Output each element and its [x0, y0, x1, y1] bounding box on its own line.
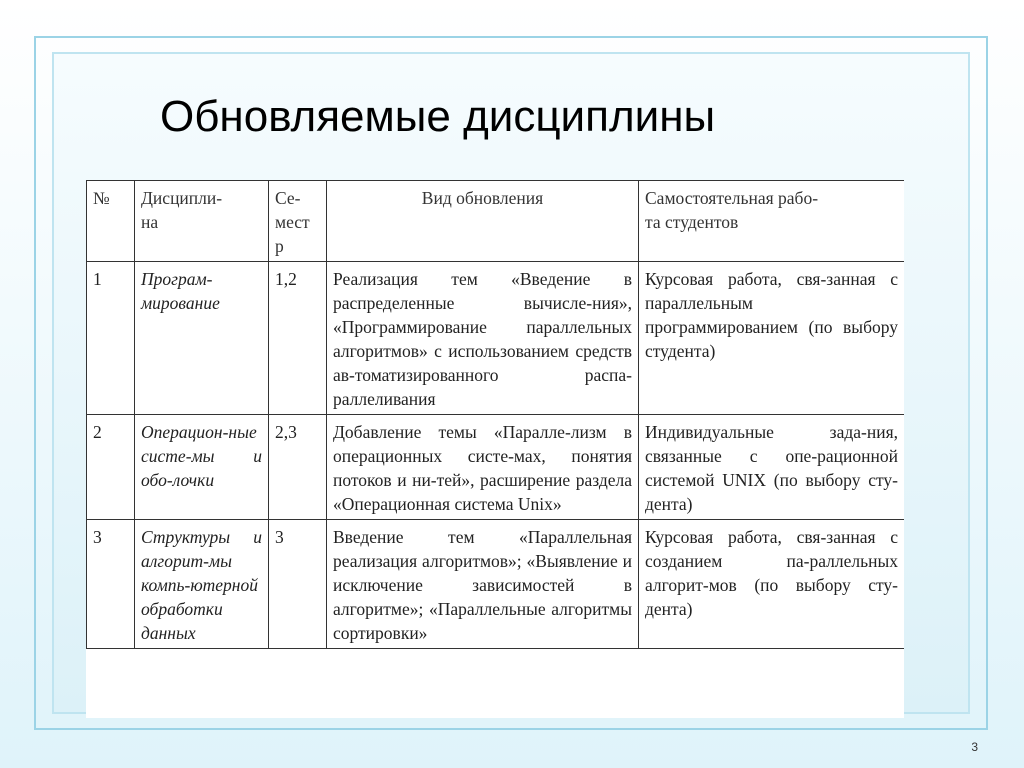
row-self-work: Индивидуальные зада-ния, связанные с опе-рационной системой UNIX (по выбору сту-дента)	[639, 415, 905, 520]
header-discipline: Дисципли- на	[135, 181, 269, 262]
table-row	[87, 415, 905, 520]
row-update: Реализация тем «Введение в распределенные вычисле-ния», «Программирование параллельных алгоритмов» с использованием средств ав-томатизированного распа-раллеливания	[327, 262, 639, 415]
header-self-work: Самостоятельная рабо- та студентов	[639, 181, 905, 262]
row-discipline: Програм- мирование	[135, 262, 269, 415]
slide-title: Обновляемые дисциплины	[160, 92, 716, 141]
page-number: 3	[971, 740, 978, 754]
row-discipline: Структуры и алгорит-мы компь-ютерной обработки данных	[135, 520, 269, 649]
table-row	[87, 262, 905, 415]
header-semester: Се- мест р	[269, 181, 327, 262]
disciplines-table	[86, 180, 904, 649]
row-semester: 3	[269, 520, 327, 649]
row-update: Добавление темы «Паралле-лизм в операционных систе-мах, понятия потоков и ни-тей», расширение раздела «Операционная система Unix»	[327, 415, 639, 520]
row-semester: 1,2	[269, 262, 327, 415]
row-self-work: Курсовая работа, свя-занная с параллельным программированием (по выбору студента)	[639, 262, 905, 415]
row-self-work: Курсовая работа, свя-занная с созданием па-раллельных алгорит-мов (по выбору сту-дента)	[639, 520, 905, 649]
row-update: Введение тем «Параллельная реализация алгоритмов»; «Выявление и исключение зависимостей в алгоритме»; «Параллельные алгоритмы сортировки»	[327, 520, 639, 649]
row-num: 1	[87, 262, 135, 415]
row-num: 3	[87, 520, 135, 649]
table-header-row	[87, 181, 905, 262]
row-num: 2	[87, 415, 135, 520]
header-update: Вид обновления	[327, 181, 639, 262]
row-semester: 2,3	[269, 415, 327, 520]
disciplines-table-container	[86, 180, 904, 718]
table-row	[87, 520, 905, 649]
header-num: №	[87, 181, 135, 262]
row-discipline: Операцион-ные систе-мы и обо-лочки	[135, 415, 269, 520]
